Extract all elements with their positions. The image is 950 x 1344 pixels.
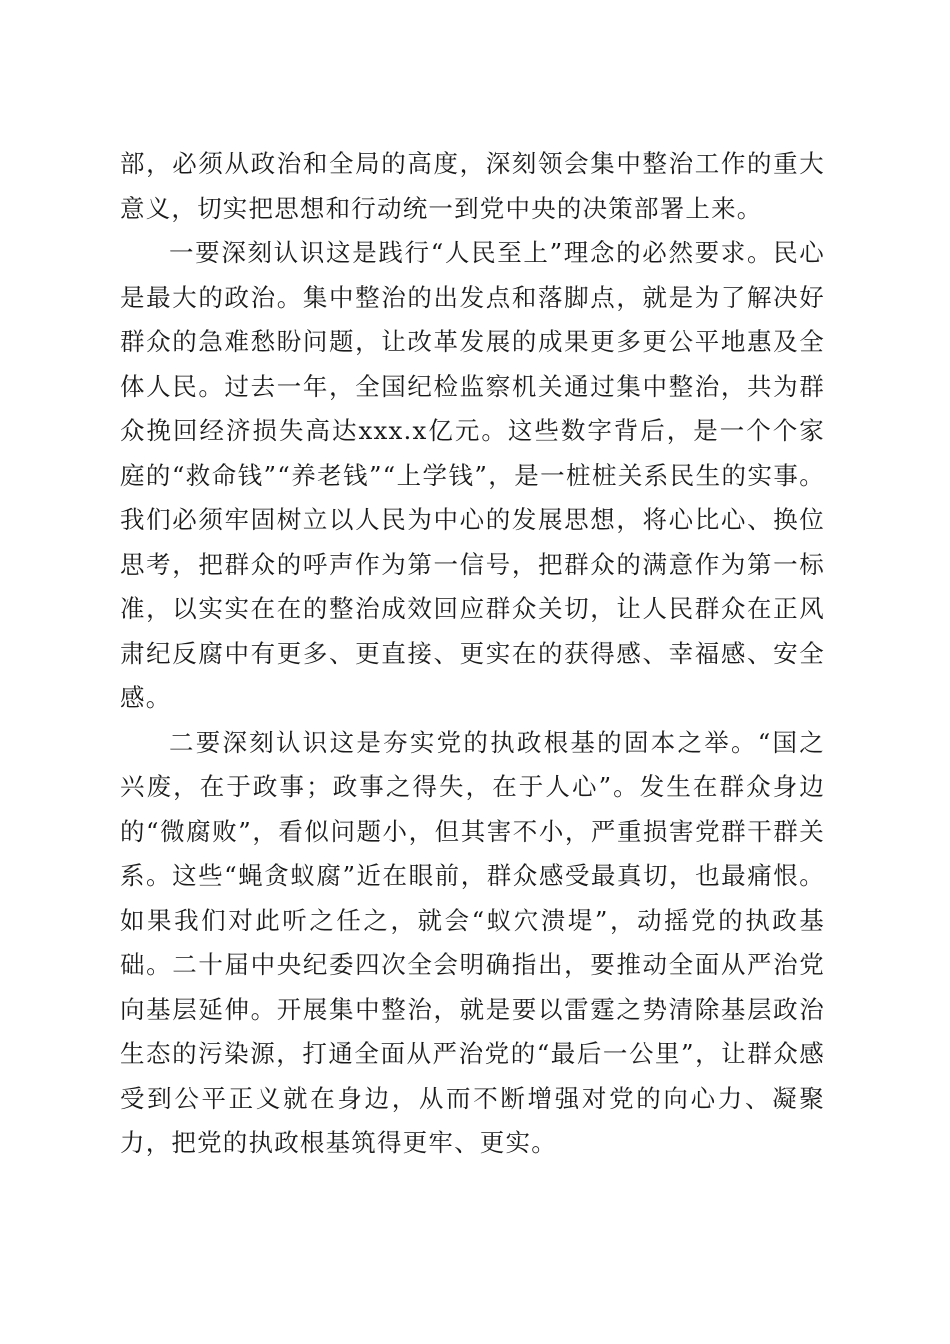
paragraph-point-two: 二要深刻认识这是夯实党的执政根基的固本之举。“国之兴废，在于政事；政事之得失，在于人心”。发生在群众身边的“微腐败”，看似问题小，但其害不小，严重损害党群干群关系。这些“蝇贪蚁腐”近在眼前，群众感受最真切，也最痛恨。如果我们对此听之任之，就会“蚁穴溃堤”，动摇党的执政基础。二十届中央纪委四次全会明确指出，要推动全面从严治党向基层延伸。开展集中整治，就是要以雷霆之势清除基层政治生态的污染源，打通全面从严治党的“最后一公里”，让群众感受到公平正义就在身边，从而不断增强对党的向心力、凝聚力，把党的执政根基筑得更牢、更实。 — [120, 727, 825, 1157]
paragraph-continuation: 部，必须从政治和全局的高度，深刻领会集中整治工作的重大意义，切实把思想和行动统一到党中央的决策部署上来。 — [120, 149, 825, 223]
paragraph-point-one: 一要深刻认识这是践行“人民至上”理念的必然要求。民心是最大的政治。集中整治的出发点和落脚点，就是为了解决好群众的急难愁盼问题，让改革发展的成果更多更公平地惠及全体人民。过去一年，全国纪检监察机关通过集中整治，共为群众挽回经济损失高达xxx.x亿元。这些数字背后，是一个个家庭的“救命钱”“养老钱”“上学钱”，是一桩桩关系民生的实事。我们必须牢固树立以人民为中心的发展思想，将心比心、换位思考，把群众的呼声作为第一信号，把群众的满意作为第一标准，以实实在在的整治成效回应群众关切，让人民群众在正风肃纪反腐中有更多、更直接、更实在的获得感、幸福感、安全感。 — [120, 238, 825, 712]
document-body — [120, 142, 825, 1166]
